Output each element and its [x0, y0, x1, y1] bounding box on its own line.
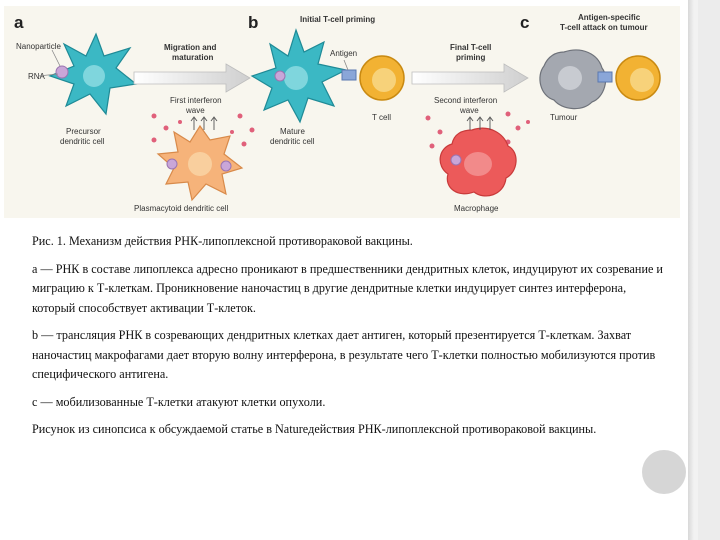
precursor-label-2: dendritic cell [60, 137, 105, 146]
caption-para-a: a — РНК в составе липоплекса адресно проникают в предшественники дендритных клеток, индуцируют их созревание и миграцию к Т-клеткам. Проникновение наночастиц в другие дендритные клетки индуцирует синтез интерферона, который способствует активации Т-клеток. [32, 261, 663, 315]
tumour-antigen [598, 72, 612, 82]
slide-nav-button[interactable] [642, 450, 686, 494]
antigen-label: Antigen [330, 49, 358, 58]
plasmacytoid-nucleus [188, 152, 212, 176]
migration-label-2: maturation [172, 53, 214, 62]
final-priming-label-1: Final T-cell [450, 43, 492, 52]
precursor-label-1: Precursor [66, 127, 101, 136]
attacking-t-cell-nucleus [630, 68, 654, 92]
page-shadow [688, 0, 694, 540]
rna-label: RNA [28, 72, 45, 81]
plasmacytoid-label: Plasmacytoid dendritic cell [134, 204, 229, 213]
mature-nucleus [284, 66, 308, 90]
migration-arrow [134, 64, 250, 92]
first-wave-label-1: First interferon [170, 96, 222, 105]
mature-label-2: dendritic cell [270, 137, 315, 146]
figure-caption [32, 232, 672, 448]
panel-c-title-2: T-cell attack on tumour [560, 23, 648, 32]
panel-c-title-1: Antigen-specific [578, 13, 641, 22]
scroll-strip[interactable] [698, 0, 720, 540]
final-priming-arrow [412, 64, 528, 92]
macrophage-label: Macrophage [454, 204, 499, 213]
panel-b-title: Initial T-cell priming [300, 15, 376, 24]
panel-a-letter: a [14, 13, 24, 32]
first-wave-label-2: wave [186, 106, 205, 115]
panel-c-letter: c [520, 13, 530, 32]
caption-para-c: c — мобилизованные Т-клетки атакуют клетки опухоли. [32, 394, 326, 409]
figure-svg [4, 6, 680, 218]
final-priming-label-2: priming [456, 53, 486, 62]
precursor-nucleus [83, 65, 105, 87]
t-cell-nucleus [372, 68, 396, 92]
tumour-label: Tumour [550, 113, 578, 122]
tumour-nucleus [558, 66, 582, 90]
nanoparticle-label: Nanoparticle [16, 42, 61, 51]
macrophage-nucleus [464, 152, 492, 176]
t-cell-label: T cell [372, 113, 391, 122]
caption-para-b: b — трансляция РНК в созревающих дендритных клетках дает антиген, который презентируется Т-клеткам. Захват наночастиц макрофагами дает вторую волну интерферона, в результате чего Т-клетки полностью мобилизуются против специфического антигена. [32, 328, 656, 381]
second-wave-label-1: Second interferon [434, 96, 498, 105]
caption-source: Рисунок из синопсиса к обсуждаемой статье в Natureдействия РНК-липоплексной противораковой вакцины. [32, 422, 597, 436]
migration-label-1: Migration and [164, 43, 217, 52]
mechanism-figure [4, 6, 680, 218]
caption-title: Рис. 1. Механизм действия РНК-липоплексной противораковой вакцины. [32, 234, 413, 248]
nanoparticle-icon [56, 66, 68, 78]
antigen-receptor [342, 70, 356, 80]
second-wave-label-2: wave [460, 106, 479, 115]
mature-label-1: Mature [280, 127, 305, 136]
panel-b-letter: b [248, 13, 259, 32]
